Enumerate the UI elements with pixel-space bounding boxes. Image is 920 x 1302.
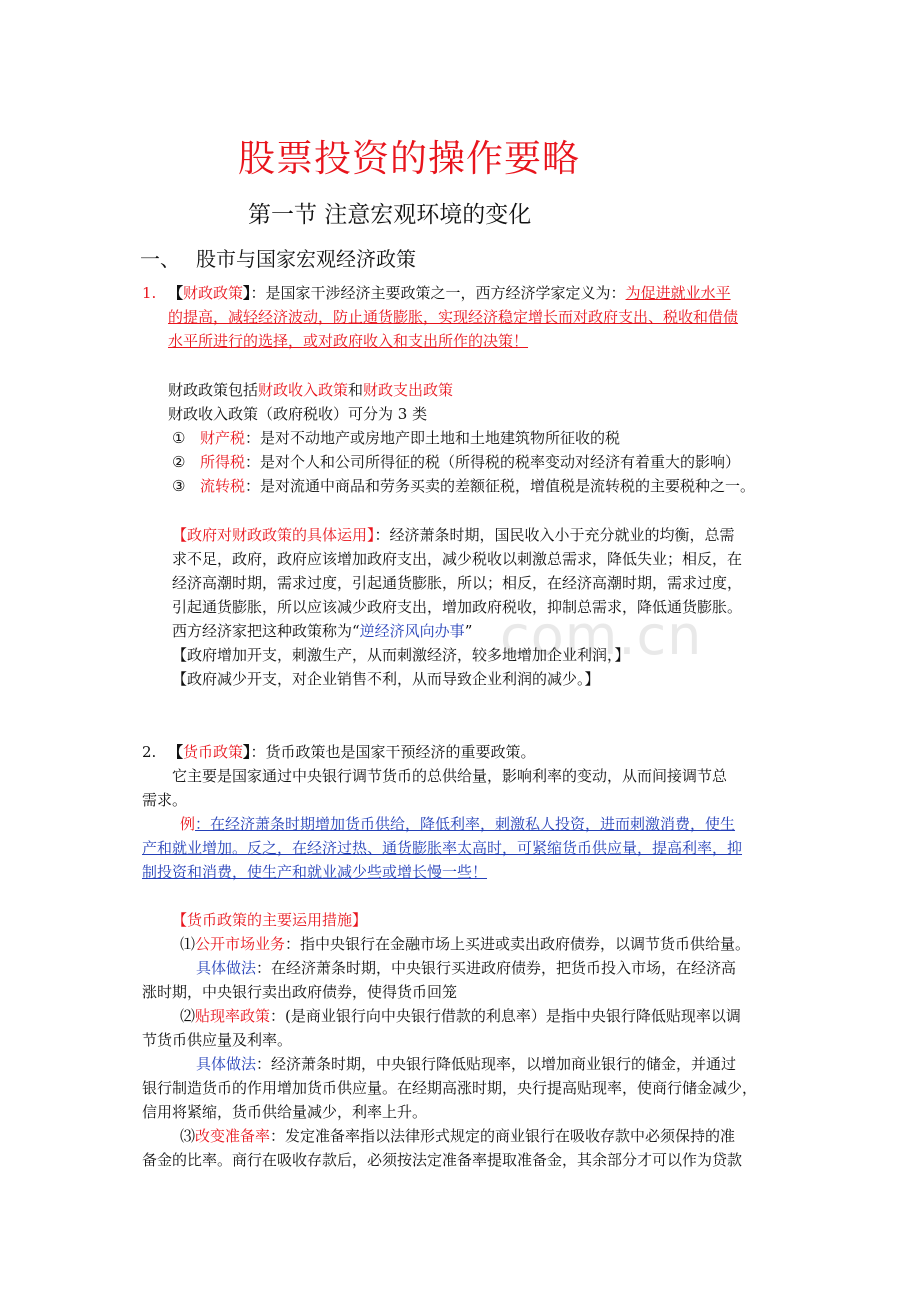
fiscal-includes-and: 和	[348, 381, 364, 399]
tax-desc: ：是对个人和公司所得征的税（所得税的税率变动对经济有着重大的影响）	[245, 453, 741, 471]
measure-marker: ⑶	[180, 1127, 196, 1145]
measure-marker: ⑴	[180, 935, 196, 953]
expenditure-policy-term: 财政支出政策	[363, 381, 454, 399]
tax-name: 流转税	[200, 477, 246, 495]
fiscal-definition-3: 水平所进行的选择，或对政府收入和支出所作的决策！	[168, 332, 529, 350]
fiscal-use-text: ：经济萧条时期，国民收入小于充分就业的均衡，总需	[374, 526, 735, 544]
monetary-line-1: 2. 【货币政策】：货币政策也是国家干预经济的重要政策。	[142, 743, 536, 761]
measure-open-market	[180, 934, 750, 955]
tax-desc: ：是对流通中商品和劳务买卖的差额征税，增值税是流转税的主要税种之一。	[245, 477, 756, 495]
section-title: 第一节 注意宏观环境的变化	[248, 202, 532, 228]
fiscal-number: 1.	[142, 284, 157, 302]
measure-desc: ：指中央银行在金融市场上买进或卖出政府债券，以调节货币供给量。	[285, 935, 751, 953]
fiscal-includes-text: 财政政策包括	[168, 381, 259, 399]
fiscal-label-wrap: 【	[168, 284, 184, 302]
revenue-policy-term: 财政收入政策	[258, 381, 349, 399]
measure-desc: ：(是商业银行向中央银行借款的利息率）是指中央银行降低贴现率以调	[270, 1007, 741, 1025]
fiscal-use-line-5	[172, 621, 472, 642]
discount-method-1	[196, 1054, 736, 1075]
monetary-example-3: 制投资和消费，使生产和就业减少些或增长慢一些！	[142, 863, 488, 881]
fiscal-use-line-3: 经济高潮时期，需求过度，引起通货膨胀，所以；相反，在经济高潮时期，需求过度，	[172, 574, 743, 592]
heading-1-number: 一、	[140, 247, 180, 271]
tax-item-turnover	[172, 476, 755, 497]
measure-reserve-ratio	[180, 1126, 735, 1147]
watermark: com.cn	[500, 604, 703, 667]
fiscal-label: 财政政策	[183, 284, 244, 302]
gov-spending-up: 【政府增加开支，刺激生产，从而刺激经济，较多地增加企业利润，】	[172, 646, 630, 664]
tax-name: 所得税	[200, 453, 246, 471]
fiscal-definition-1: 为促进就业水平	[625, 284, 731, 302]
example-text: ：在经济萧条时期增加货币供给，降低利率，刺激私人投资，进而刺激消费，使生	[195, 815, 736, 833]
monetary-example-1	[180, 814, 735, 835]
fiscal-use-line-1	[172, 525, 735, 546]
monetary-number: 2.	[142, 743, 157, 761]
monetary-intro: ：货币政策也是国家干预经济的重要政策。	[250, 743, 536, 761]
gov-spending-down: 【政府减少开支，对企业销售不利，从而导致企业利润的减少。】	[172, 670, 600, 688]
discount-method-3: 信用将紧缩，货币供给量减少，利率上升。	[142, 1103, 428, 1121]
measure-discount-rate	[180, 1006, 741, 1027]
heading-1	[140, 243, 416, 272]
document-title: 股票投资的操作要略	[238, 137, 580, 180]
open-market-method-1	[196, 958, 736, 979]
monetary-measures-label: 【货币政策的主要运用措施】	[172, 911, 368, 929]
measure-marker: ⑵	[180, 1007, 196, 1025]
method-text: ：在经济萧条时期，中央银行买进政府债券，把货币投入市场，在经济高	[256, 959, 737, 977]
method-text: ：经济萧条时期，中央银行降低贴现率，以增加商业银行的储金，并通过	[256, 1055, 737, 1073]
monetary-desc-2: 需求。	[142, 791, 188, 809]
heading-1-text: 股市与国家宏观经济政策	[196, 247, 416, 271]
fiscal-use-text: 西方经济家把这种政策称为“	[172, 622, 360, 640]
fiscal-intro: ：是国家干涉经济主要政策之一，西方经济学家定义为：	[250, 284, 626, 302]
method-label: 具体做法	[196, 959, 257, 977]
open-market-method-2: 涨时期，中央银行卖出政府债券，使得货币回笼	[142, 983, 458, 1001]
measure-name: 贴现率政策	[195, 1007, 271, 1025]
reserve-ratio-desc-2: 备金的比率。商行在吸收存款后，必须按法定准备率提取准备金，其余部分才可以作为贷款	[142, 1151, 743, 1169]
measure-name: 公开市场业务	[195, 935, 286, 953]
fiscal-use-text: ”	[464, 622, 473, 640]
counter-cyclical-term: 逆经济风向办事	[359, 622, 465, 640]
tax-item-property	[172, 428, 620, 449]
tax-item-income	[172, 452, 740, 473]
revenue-categories: 财政收入政策（政府税收）可分为 3 类	[168, 405, 428, 423]
list-marker: ③	[172, 477, 186, 495]
fiscal-line-1: 1. 【财政政策】：是国家干涉经济主要政策之一，西方经济学家定义为：为促进就业水平	[142, 284, 731, 302]
tax-desc: ：是对不动地产或房地产即土地和土地建筑物所征收的税	[245, 429, 621, 447]
discount-method-2: 银行制造货币的作用增加货币供应量。在经期高涨时期，央行提高贴现率，使商行储金减少，	[142, 1079, 758, 1097]
fiscal-definition-2: 的提高，减轻经济波动，防止通货膨胀，实现经济稳定增长而对政府支出、税收和借债	[168, 308, 739, 326]
fiscal-use-line-4: 引起通货膨胀，所以应该减少政府支出，增加政府税收，抑制总需求，降低通货膨胀。	[172, 598, 743, 616]
fiscal-use-line-2: 求不足，政府，政府应该增加政府支出，减少税收以刺激总需求，降低失业；相反，在	[172, 550, 743, 568]
method-label: 具体做法	[196, 1055, 257, 1073]
discount-rate-desc-2: 节货币供应量及利率。	[142, 1031, 293, 1049]
list-marker: ②	[172, 453, 186, 471]
monetary-desc-1: 它主要是国家通过中央银行调节货币的总供给量，影响利率的变动，从而间接调节总	[172, 767, 728, 785]
monetary-example-2: 产和就业增加。反之，在经济过热、通货膨胀率太高时，可紧缩货币供应量，提高利率，抑	[142, 839, 743, 857]
monetary-label: 货币政策	[183, 743, 244, 761]
measure-name: 改变准备率	[195, 1127, 271, 1145]
fiscal-includes	[168, 380, 453, 401]
fiscal-use-label: 【政府对财政政策的具体运用】	[172, 526, 375, 544]
example-label: 例	[180, 815, 196, 833]
tax-name: 财产税	[200, 429, 246, 447]
measure-desc: ：发定准备率指以法律形式规定的商业银行在吸收存款中必须保持的准	[270, 1127, 736, 1145]
list-marker: ①	[172, 429, 186, 447]
